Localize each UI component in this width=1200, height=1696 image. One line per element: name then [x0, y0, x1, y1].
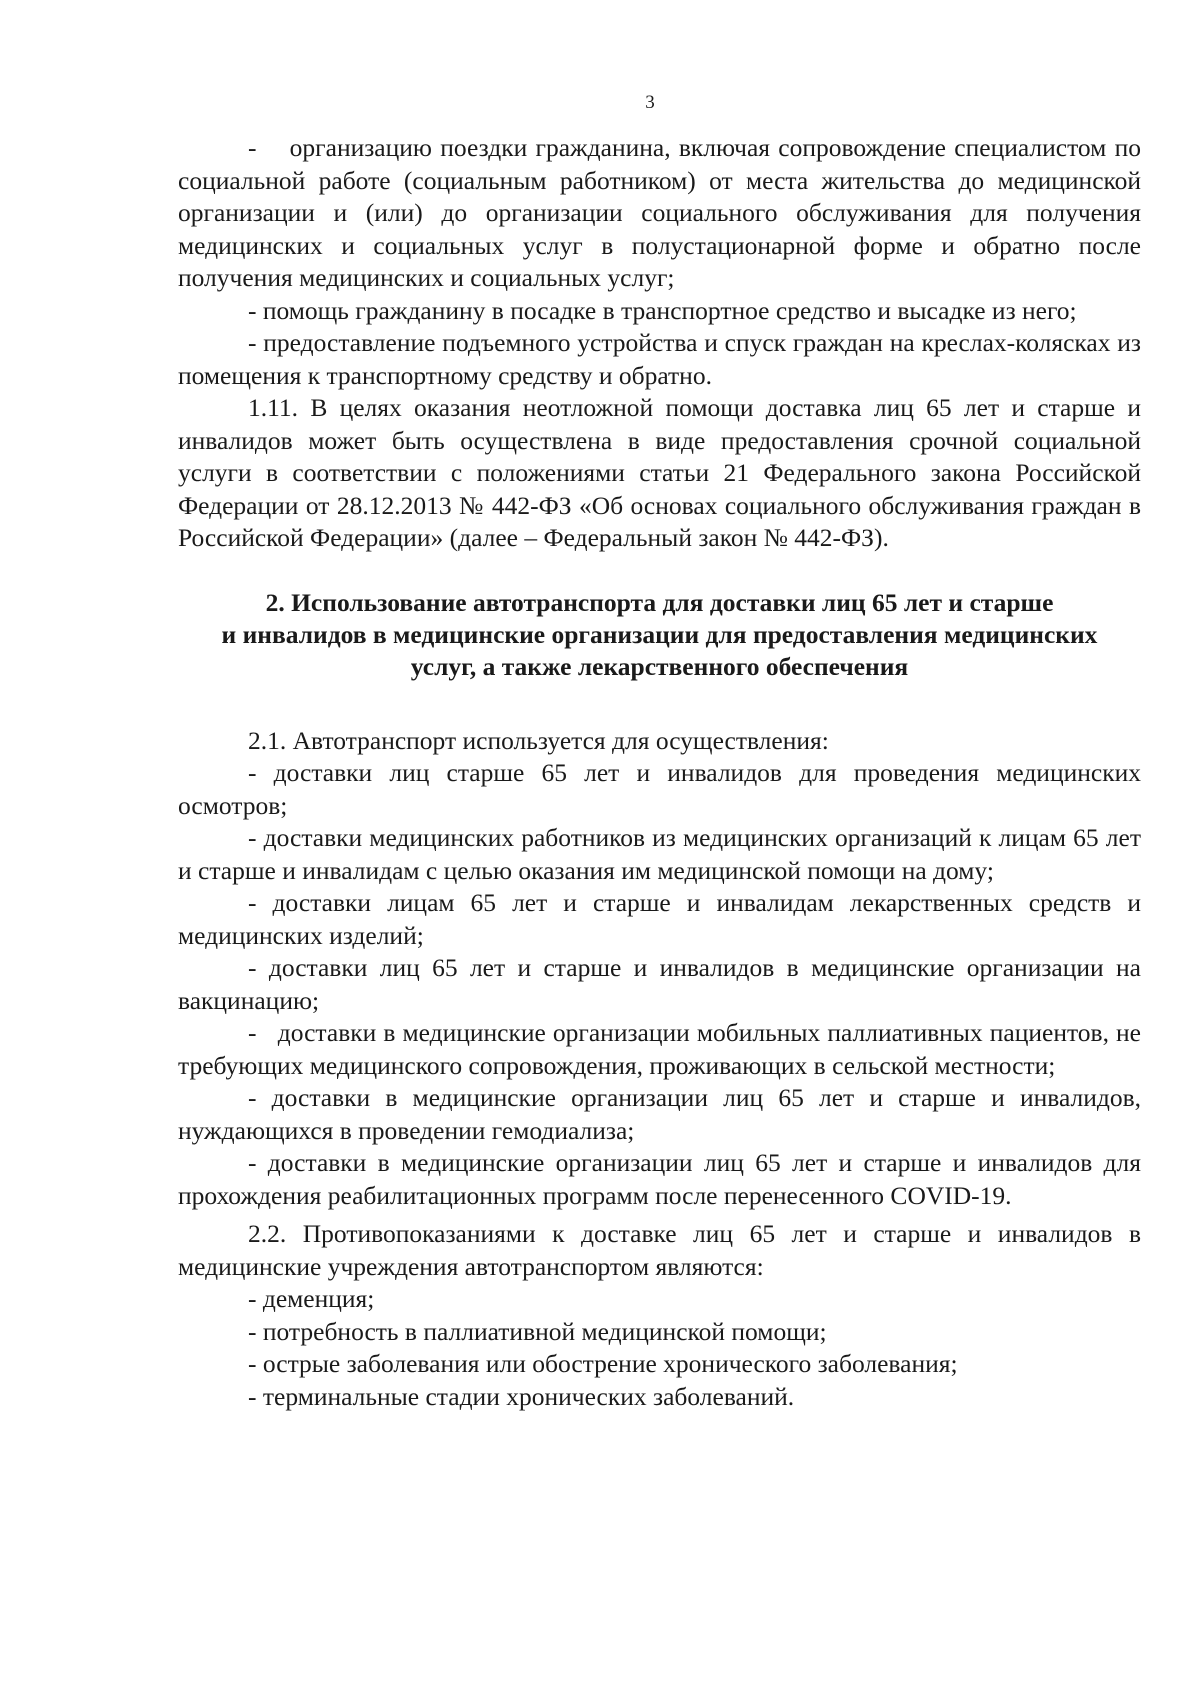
section-2-heading [178, 587, 1141, 683]
section-2-heading-line-1: 2. Использование автотранспорта для доставки лиц 65 лет и старше [265, 587, 1054, 617]
page-number: 3 [645, 92, 655, 113]
list-item-dementia: - деменция; [248, 1284, 375, 1313]
document-body [178, 132, 1141, 1413]
list-item-rehabilitation: - доставки в медицинские организации лиц 65 лет и старше и инвалидов для прохождения реабилитационных программ после перенесенного COVID-19. [178, 1148, 1141, 1210]
list-item-hemodialysis: - доставки в медицинские организации лиц 65 лет и старше и инвалидов, нуждающихся в проведении гемодиализа; [178, 1083, 1141, 1145]
paragraph-2-2: 2.2. Противопоказаниями к доставке лиц 65 лет и старше и инвалидов в медицинские учреждения автотранспортом являются: [178, 1219, 1141, 1281]
paragraph-trip-organization: - организацию поездки гражданина, включая сопровождение специалистом по социальной работе (социальным работником) от места жительства до медицинской организации и (или) до организации социального обслуживания для получения медицинских и социальных услуг в полустационарной форме и обратно после получения медицинских и социальных услуг; [178, 133, 1141, 292]
section-2-heading-line-3: услуг, а также лекарственного обеспечения [410, 651, 909, 681]
paragraph-2-1: 2.1. Автотранспорт используется для осуществления: [248, 725, 829, 755]
section-2-body [178, 725, 1141, 1414]
list-item-medical-exams: - доставки лиц старше 65 лет и инвалидов для проведения медицинских осмотров; [178, 758, 1141, 820]
list-item-medical-workers: - доставки медицинских работников из медицинских организаций к лицам 65 лет и старше и инвалидам с целью оказания им медицинской помощи на дому; [178, 823, 1141, 885]
paragraph-1-11: 1.11. В целях оказания неотложной помощи доставка лиц 65 лет и старше и инвалидов может быть осуществлена в виде предоставления срочной социальной услуги в соответствии с положениями статьи 21 Федерального закона Российской Федерации от 28.12.2013 № 442-ФЗ «Об основах социального обслуживания граждан в Российской Федерации» (далее – Федеральный закон № 442-ФЗ). [178, 393, 1141, 552]
list-item-medicines: - доставки лицам 65 лет и старше и инвалидам лекарственных средств и медицинских изделий; [178, 888, 1141, 950]
list-item-terminal-stages: - терминальные стадии хронических заболеваний. [248, 1381, 795, 1411]
list-item-palliative-care: - потребность в паллиативной медицинской помощи; [248, 1316, 827, 1346]
paragraph-lifting-device: - предоставление подъемного устройства и спуск граждан на креслах-колясках из помещения к транспортному средству и обратно. [178, 328, 1141, 390]
section-2-heading-line-2: и инвалидов в медицинские организации для предоставления медицинских [221, 619, 1098, 649]
list-item-palliative-patients: - доставки в медицинские организации мобильных паллиативных пациентов, не требующих медицинского сопровождения, проживающих в сельской местности; [178, 1018, 1141, 1080]
list-item-vaccination: - доставки лиц 65 лет и старше и инвалидов в медицинские организации на вакцинацию; [178, 953, 1141, 1015]
paragraph-boarding-help: - помощь гражданину в посадке в транспортное средство и высадке из него; [248, 295, 1077, 325]
list-item-acute-diseases: - острые заболевания или обострение хронического заболевания; [248, 1349, 958, 1378]
